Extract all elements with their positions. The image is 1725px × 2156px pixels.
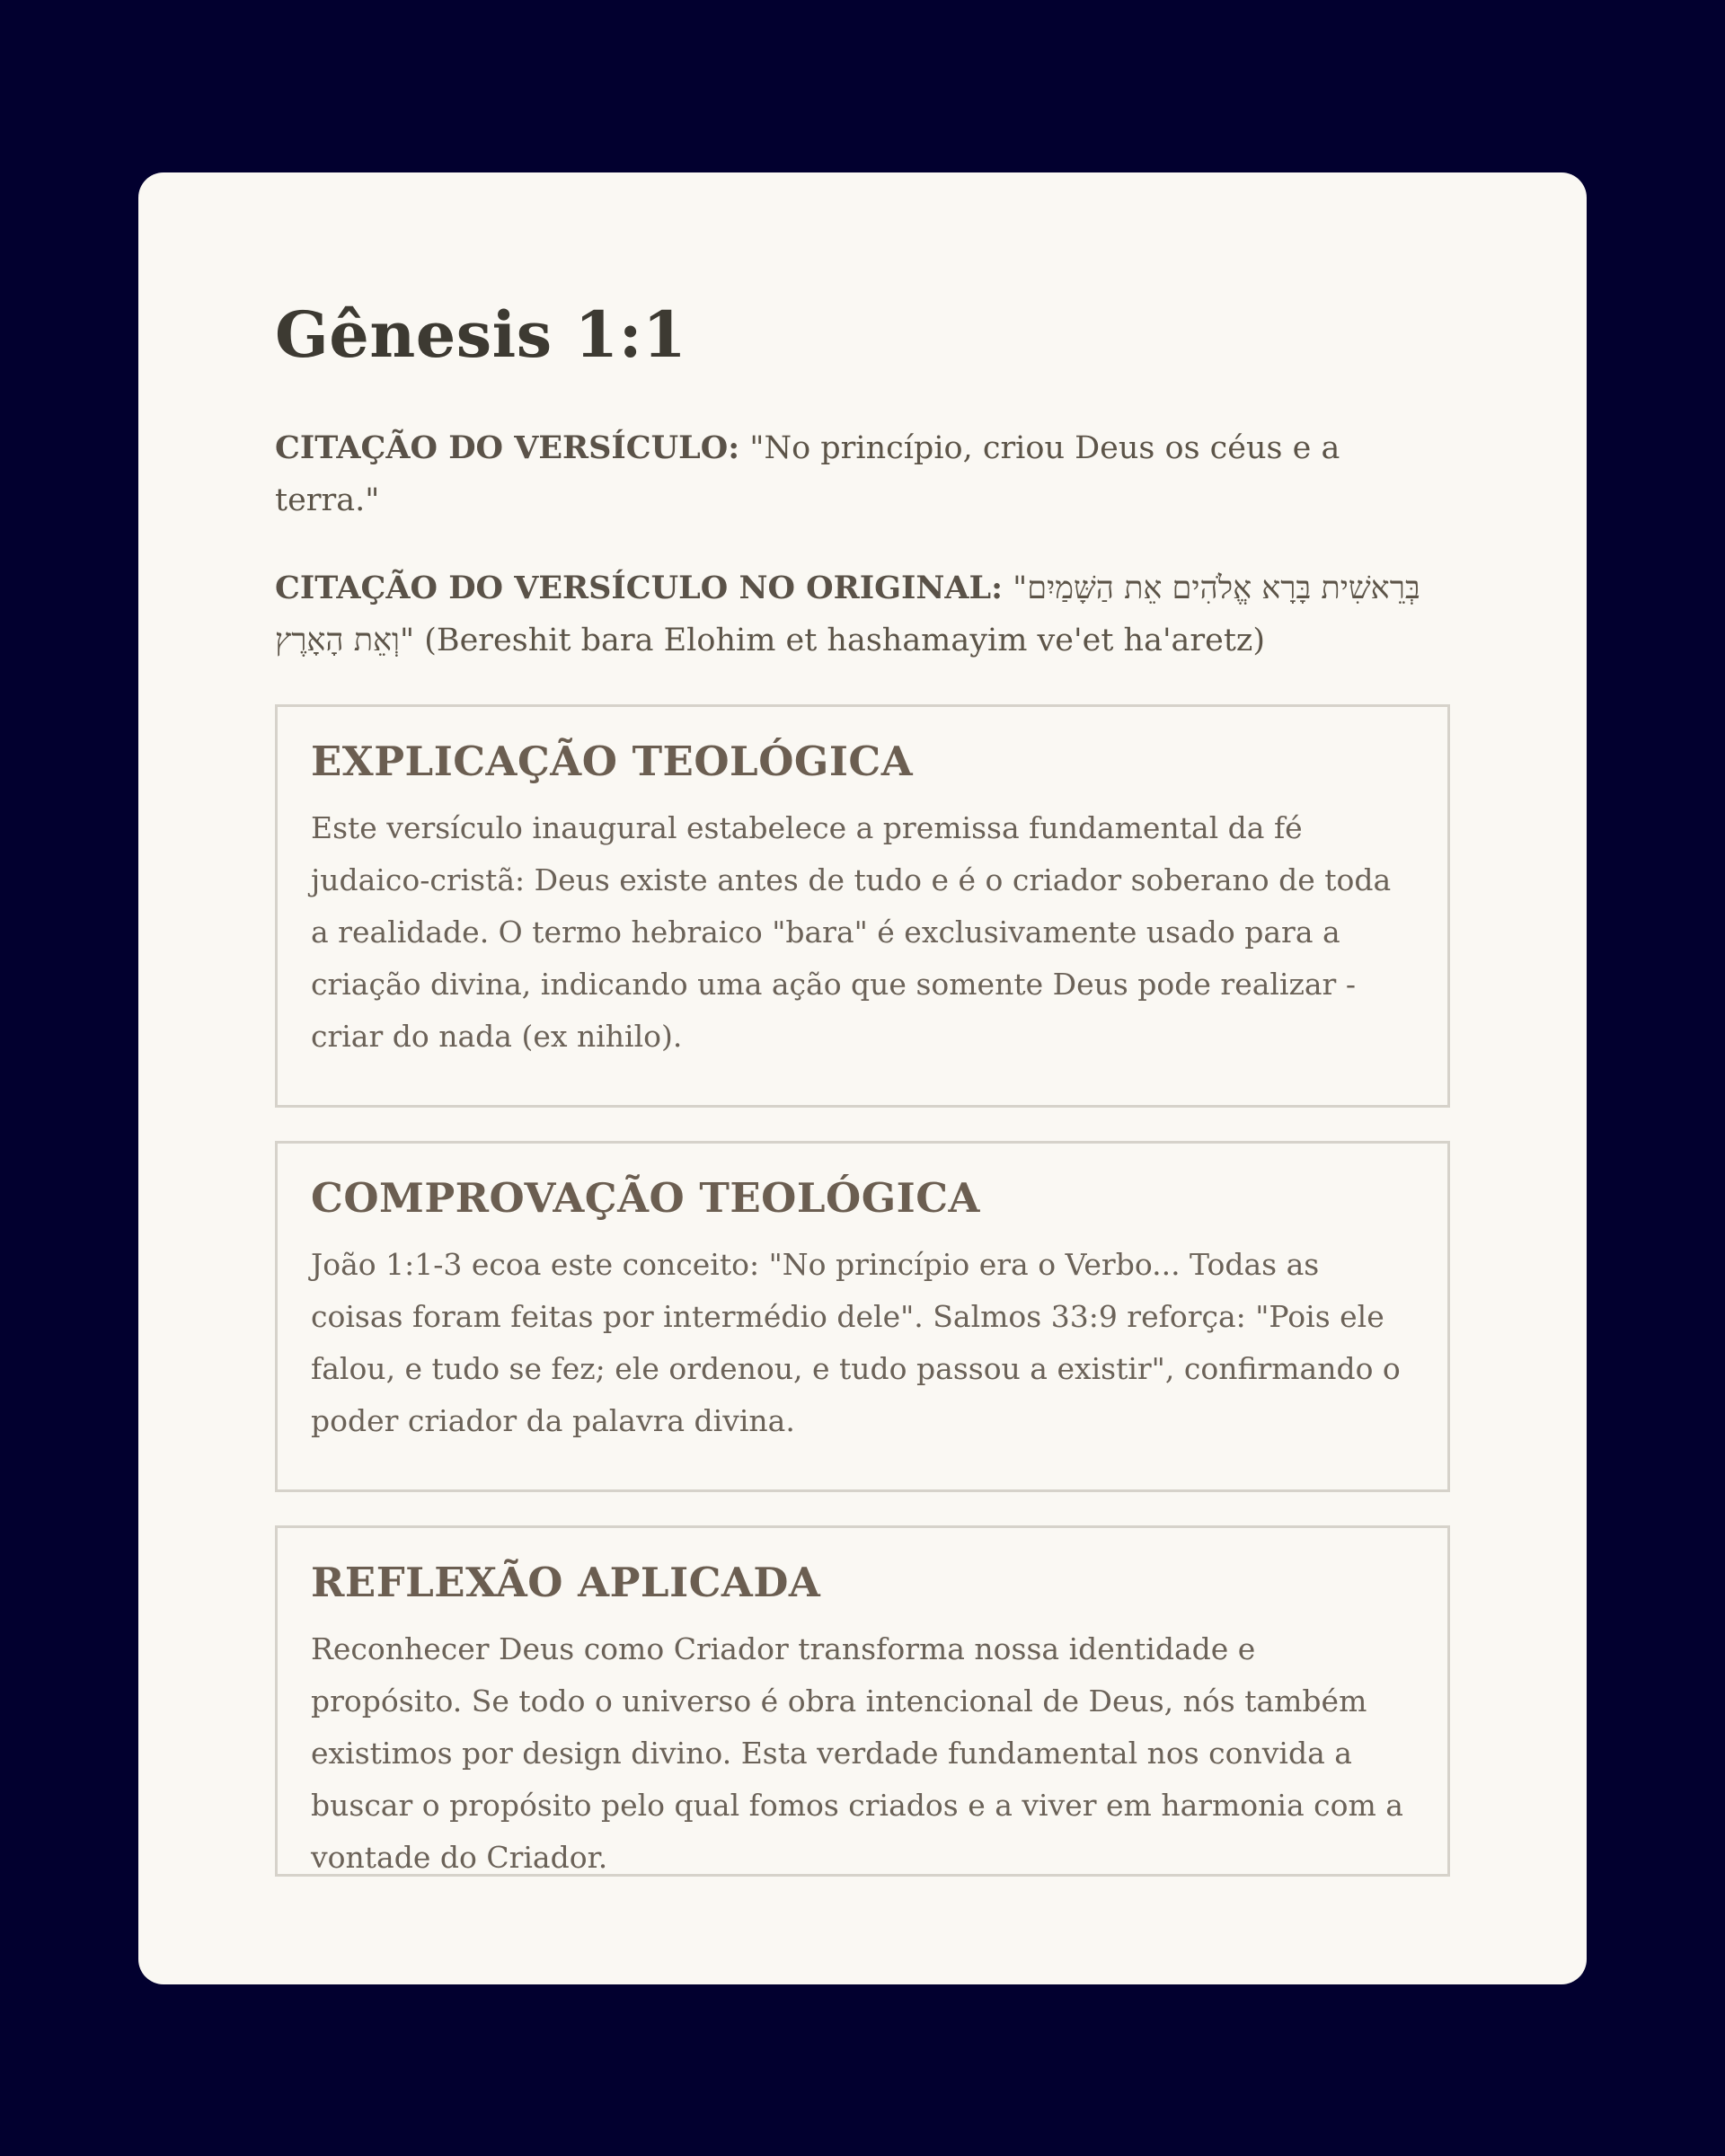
section-heading: COMPROVAÇÃO TEOLÓGICA: [311, 1174, 980, 1222]
section-explicacao-teologica: [275, 704, 1450, 1108]
verse-original-text: "בְּרֵאשִׁית בָּרָא אֱלֹהִים אֵת הַשָּׁמַיִם וְאֵת הָאָרֶץ" (Bereshit bara Elohim et hashamayim ve'et ha'aretz): [275, 570, 1420, 658]
section-body: Este versículo inaugural estabelece a premissa fundamental da fé judaico-cristã: Deus existe antes de tudo e é o criador soberano de toda a realidade. O termo hebraico "bara" é exclusivamente usado para a criação divina, indicando uma ação que somente Deus pode realizar - criar do nada (ex nihilo).: [311, 810, 1392, 1054]
content-card: [138, 172, 1587, 1984]
verse-original: [275, 562, 1450, 667]
verse-quote-label: CITAÇÃO DO VERSÍCULO:: [275, 429, 740, 466]
section-comprovacao-teologica: [275, 1141, 1450, 1492]
section-heading: EXPLICAÇÃO TEOLÓGICA: [311, 738, 914, 785]
section-body: Reconhecer Deus como Criador transforma nossa identidade e propósito. Se todo o universo é obra intencional de Deus, nós também existimos por design divino. Esta verdade fundamental nos convida a buscar o propósito pelo qual fomos criados e a viver em harmonia com a vontade do Criador.: [311, 1631, 1403, 1875]
verse-quote: [275, 422, 1450, 526]
verse-original-label: CITAÇÃO DO VERSÍCULO NO ORIGINAL:: [275, 570, 1004, 606]
section-body: João 1:1-3 ecoa este conceito: "No princípio era o Verbo... Todas as coisas foram feitas por intermédio dele". Salmos 33:9 reforça: "Pois ele falou, e tudo se fez; ele ordenou, e tudo passou a existir", confirmando o poder criador da palavra divina.: [311, 1247, 1401, 1438]
section-reflexao-aplicada: [275, 1525, 1450, 1877]
verse-quote-text: "No princípio, criou Deus os céus e a terra.": [275, 430, 1340, 518]
section-heading: REFLEXÃO APLICADA: [311, 1559, 821, 1606]
page-title: Gênesis 1:1: [275, 297, 687, 372]
